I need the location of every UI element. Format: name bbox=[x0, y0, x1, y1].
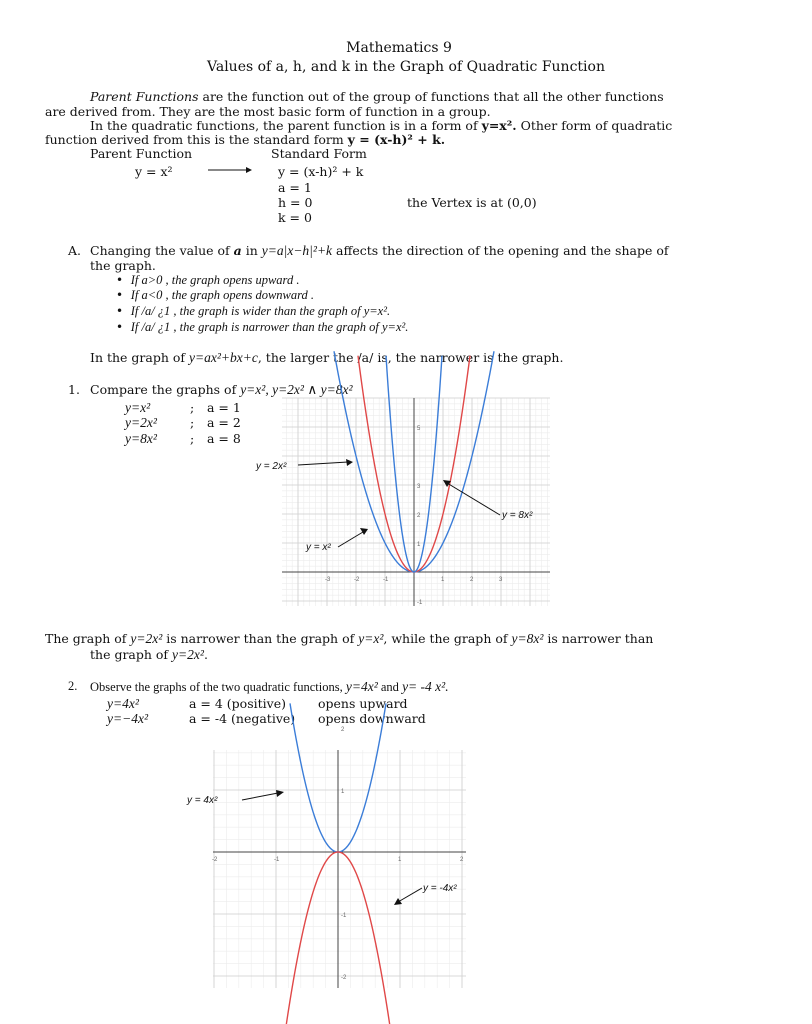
y-tick-label: 1 bbox=[417, 542, 421, 548]
item-1-row-2-sep: ; bbox=[190, 415, 195, 430]
bullet-2: • If a<0 , the graph opens downward . bbox=[116, 288, 315, 302]
x-tick-label: -1 bbox=[274, 857, 280, 863]
intro-line-1: Parent Functions are the function out of the group of functions that all the other functions bbox=[90, 89, 664, 104]
section-a-summary: In the graph of y=ax²+bx+c, the larger the /a/ is, the narrower is the graph. bbox=[90, 350, 564, 365]
section-a-line-1: Changing the value of a in y=a|x−h|²+k affects the direction of the opening and the shape of bbox=[90, 243, 669, 258]
graph-2-label-neg4x2: y = -4x² bbox=[423, 883, 457, 894]
arrow-icon bbox=[392, 885, 424, 907]
graph-1-label-8x2: y = 8x² bbox=[502, 510, 533, 521]
item-2-row-1-a: a = 4 (positive) bbox=[189, 696, 286, 711]
x-tick-label: -2 bbox=[212, 857, 218, 863]
y-tick-label: 2 bbox=[417, 513, 421, 519]
item-2-text: Observe the graphs of the two quadratic functions, y=4x² and y= -4 x². bbox=[90, 679, 449, 694]
item-1-row-3-a: a = 8 bbox=[207, 431, 241, 446]
section-a-marker: A. bbox=[68, 243, 82, 258]
item-1-text: Compare the graphs of y=x², y=2x² ∧ y=8x² bbox=[90, 382, 353, 397]
item-2-row-1-eq: y=4x² bbox=[107, 696, 139, 711]
arrow-icon bbox=[240, 789, 286, 803]
x-tick-label: 3 bbox=[499, 577, 503, 583]
item-2-row-2-a: a = -4 (negative) bbox=[189, 711, 296, 726]
h-value: h = 0 bbox=[278, 195, 313, 210]
k-value: k = 0 bbox=[278, 210, 312, 225]
bullet-1: • If a>0 , the graph opens upward . bbox=[116, 273, 300, 287]
item-1-row-3-eq: y=8x² bbox=[125, 431, 157, 446]
graph-1-svg bbox=[282, 398, 550, 606]
y-tick-label: 5 bbox=[417, 426, 421, 432]
arrow-right-icon bbox=[206, 164, 252, 176]
section-a-line-2: the graph. bbox=[90, 258, 156, 273]
x-tick-label: 1 bbox=[441, 577, 445, 583]
graph-1-label-x2: y = x² bbox=[306, 542, 331, 553]
standard-form-eq: y = (x-h)² + k bbox=[278, 164, 364, 179]
page-title: Mathematics 9 bbox=[346, 40, 452, 56]
item-2-row-1-dir: opens upward bbox=[318, 696, 408, 711]
conclusion-line-1: The graph of y=2x² is narrower than the graph of y=x², while the graph of y=8x² is narrower than bbox=[45, 631, 654, 646]
intro-line-4: function derived from this is the standard form y = (x-h)² + k. bbox=[45, 132, 446, 147]
item-1-row-1-a: a = 1 bbox=[207, 400, 241, 415]
graph-2-label-4x2: y = 4x² bbox=[187, 795, 218, 806]
y-tick-label: 1 bbox=[341, 789, 345, 795]
y-tick-label: -1 bbox=[417, 600, 423, 606]
subtitle-text: Values of a, h, and k in the Graph of Quadratic Function bbox=[207, 59, 605, 75]
y-tick-label: -2 bbox=[341, 975, 347, 981]
item-1-marker: 1. bbox=[68, 382, 80, 397]
item-2-marker: 2. bbox=[68, 679, 78, 693]
x-tick-label: -1 bbox=[383, 577, 389, 583]
graph-1 bbox=[282, 398, 550, 606]
a-value: a = 1 bbox=[278, 180, 312, 195]
x-tick-label: -2 bbox=[354, 577, 360, 583]
graph-2 bbox=[212, 727, 466, 988]
item-2-row-2-eq: y=−4x² bbox=[107, 711, 149, 726]
item-1-row-3-sep: ; bbox=[190, 431, 195, 446]
intro-line-3: In the quadratic functions, the parent function is in a form of y=x². Other form of quadratic bbox=[90, 118, 673, 133]
x-tick-label: 1 bbox=[398, 857, 402, 863]
item-1-row-2-a: a = 2 bbox=[207, 415, 241, 430]
item-1-row-2-eq: y=2x² bbox=[125, 415, 157, 430]
intro-line-2: are derived from. They are the most basic form of function in a group. bbox=[45, 104, 491, 119]
x-tick-label: -3 bbox=[325, 577, 331, 583]
bullet-4: • If /a/ ¿1 , the graph is narrower than the graph of y=x². bbox=[116, 320, 409, 334]
x-tick-label: 2 bbox=[470, 577, 474, 583]
standard-form-header: Standard Form bbox=[271, 146, 367, 161]
y-tick-label: 2 bbox=[341, 727, 345, 733]
x-tick-label: 2 bbox=[460, 857, 464, 863]
graph-2-svg bbox=[212, 727, 466, 988]
page-subtitle bbox=[0, 59, 812, 75]
item-1-row-1-eq: y=x² bbox=[125, 400, 151, 415]
bullet-3: • If /a/ ¿1 , the graph is wider than the graph of y=x². bbox=[116, 304, 391, 318]
arrow-icon bbox=[336, 526, 370, 550]
arrow-icon bbox=[296, 458, 356, 470]
item-1-row-1-sep: ; bbox=[190, 400, 195, 415]
vertex-note: the Vertex is at (0,0) bbox=[407, 195, 537, 210]
conclusion-line-2: the graph of y=2x². bbox=[90, 647, 208, 662]
item-2-row-2-dir: opens downward bbox=[318, 711, 426, 726]
arrow-icon bbox=[440, 478, 502, 518]
parent-function-eq: y = x² bbox=[135, 164, 173, 179]
parent-function-header: Parent Function bbox=[90, 146, 193, 161]
graph-1-label-2x2: y = 2x² bbox=[256, 461, 287, 472]
y-tick-label: 3 bbox=[417, 484, 421, 490]
parent-functions-term: Parent Functions bbox=[90, 89, 199, 104]
y-tick-label: -1 bbox=[341, 913, 347, 919]
